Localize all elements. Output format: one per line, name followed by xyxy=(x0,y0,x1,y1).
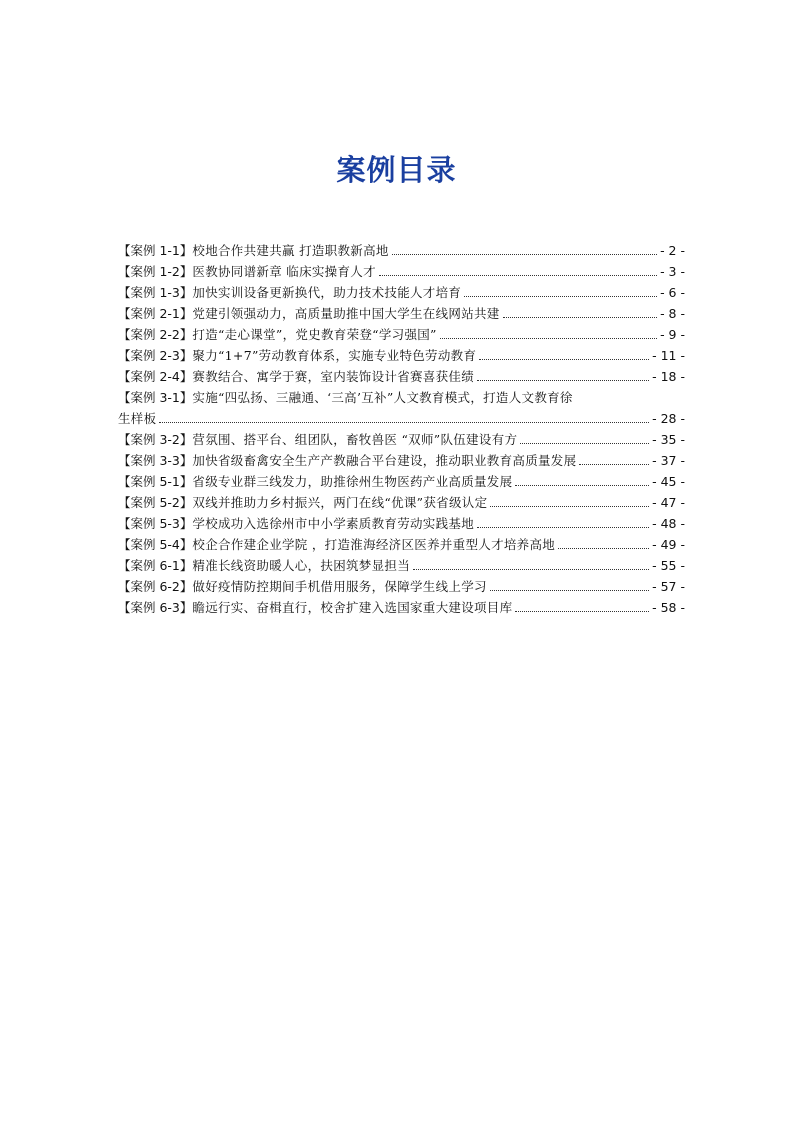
entry-title: 学校成功入选徐州市中小学素质教育劳动实践基地 xyxy=(192,516,474,531)
table-of-contents xyxy=(118,240,685,618)
entry-label: 【案例 2-2】 xyxy=(118,327,193,342)
dot-leader xyxy=(503,317,657,318)
toc-entry-5-3[interactable] xyxy=(118,513,685,534)
dot-leader xyxy=(477,527,649,528)
page-number: - 3 - xyxy=(660,264,685,279)
entry-label: 【案例 6-2】 xyxy=(118,579,193,594)
entry-title: 校地合作共建共赢 打造职教新高地 xyxy=(192,243,389,258)
toc-entry-3-2[interactable] xyxy=(118,429,685,450)
entry-title: 医教协同谱新章 临床实操育人才 xyxy=(192,264,376,279)
toc-entry-2-4[interactable] xyxy=(118,366,685,387)
dot-leader xyxy=(520,443,649,444)
entry-title: 加快实训设备更新换代，助力技术技能人才培育 xyxy=(192,285,462,300)
dot-leader xyxy=(379,275,657,276)
dot-leader xyxy=(558,548,649,549)
page-title: 案例目录 xyxy=(336,153,457,187)
entry-label: 【案例 3-2】 xyxy=(118,432,193,447)
entry-title: 营氛围、搭平台、组团队，畜牧兽医 “双师”队伍建设有方 xyxy=(192,432,518,447)
entry-label: 【案例 5-4】 xyxy=(118,537,193,552)
dot-leader xyxy=(479,359,649,360)
entry-label: 【案例 1-3】 xyxy=(118,285,193,300)
toc-entry-5-1[interactable] xyxy=(118,471,685,492)
dot-leader xyxy=(490,506,649,507)
entry-label: 【案例 2-1】 xyxy=(118,306,193,321)
entry-label: 【案例 1-2】 xyxy=(118,264,193,279)
entry-title-continued: 生样板 xyxy=(118,411,157,426)
page-number: - 55 - xyxy=(652,558,685,573)
page-number: - 8 - xyxy=(660,306,685,321)
toc-entry-1-2[interactable] xyxy=(118,261,685,282)
entry-label: 【案例 3-1】 xyxy=(118,390,193,405)
toc-entry-3-1[interactable] xyxy=(118,387,685,429)
dot-leader xyxy=(579,464,649,465)
entry-title: 做好疫情防控期间手机借用服务，保障学生线上学习 xyxy=(192,579,487,594)
toc-entry-6-1[interactable] xyxy=(118,555,685,576)
entry-title: 聚力“1+7”劳动教育体系，实施专业特色劳动教育 xyxy=(192,348,477,363)
page-number: - 45 - xyxy=(652,474,685,489)
page-number: - 9 - xyxy=(660,327,685,342)
dot-leader xyxy=(477,380,649,381)
page-number: - 58 - xyxy=(652,600,685,615)
toc-entry-3-3[interactable] xyxy=(118,450,685,471)
toc-entry-2-2[interactable] xyxy=(118,324,685,345)
entry-title: 校企合作建企业学院 ，打造淮海经济区医养并重型人才培养高地 xyxy=(192,537,556,552)
dot-leader xyxy=(490,590,649,591)
page-number: - 48 - xyxy=(652,516,685,531)
entry-label: 【案例 5-2】 xyxy=(118,495,193,510)
page-number: - 6 - xyxy=(660,285,685,300)
toc-entry-5-2[interactable] xyxy=(118,492,685,513)
page-number: - 28 - xyxy=(652,411,685,426)
entry-title: 瞻远行实、奋楫直行，校舍扩建入选国家重大建设项目库 xyxy=(192,600,513,615)
dot-leader xyxy=(392,254,657,255)
entry-label: 【案例 6-1】 xyxy=(118,558,193,573)
page-number: - 18 - xyxy=(652,369,685,384)
toc-entry-2-3[interactable] xyxy=(118,345,685,366)
entry-title: 党建引领强动力，高质量助推中国大学生在线网站共建 xyxy=(192,306,500,321)
dot-leader xyxy=(515,611,649,612)
dot-leader xyxy=(515,485,649,486)
dot-leader xyxy=(440,338,657,339)
entry-label: 【案例 3-3】 xyxy=(118,453,193,468)
entry-title: 加快省级畜禽安全生产产教融合平台建设，推动职业教育高质量发展 xyxy=(192,453,577,468)
toc-entry-6-2[interactable] xyxy=(118,576,685,597)
toc-entry-1-3[interactable] xyxy=(118,282,685,303)
page-number: - 11 - xyxy=(652,348,685,363)
entry-label: 【案例 1-1】 xyxy=(118,243,193,258)
page-number: - 47 - xyxy=(652,495,685,510)
toc-entry-1-1[interactable] xyxy=(118,240,685,261)
page-number: - 2 - xyxy=(660,243,685,258)
entry-title: 实施“四弘扬、三融通、‘三高’互补”人文教育模式，打造人文教育徐 xyxy=(192,390,573,405)
entry-title: 双线并推助力乡村振兴，两门在线“优课”获省级认定 xyxy=(192,495,488,510)
toc-entry-5-4[interactable] xyxy=(118,534,685,555)
dot-leader xyxy=(413,569,649,570)
toc-entry-6-3[interactable] xyxy=(118,597,685,618)
toc-entry-2-1[interactable] xyxy=(118,303,685,324)
page-number: - 49 - xyxy=(652,537,685,552)
dot-leader xyxy=(464,296,657,297)
entry-label: 【案例 6-3】 xyxy=(118,600,193,615)
entry-title: 精准长线资助暖人心，扶困筑梦显担当 xyxy=(192,558,410,573)
entry-title: 打造“走心课堂”，党史教育荣登“学习强国” xyxy=(192,327,437,342)
page-number: - 57 - xyxy=(652,579,685,594)
entry-label: 【案例 2-3】 xyxy=(118,348,193,363)
entry-title: 省级专业群三线发力，助推徐州生物医药产业高质量发展 xyxy=(192,474,513,489)
dot-leader xyxy=(159,422,649,423)
page-number: - 37 - xyxy=(652,453,685,468)
entry-label: 【案例 5-3】 xyxy=(118,516,193,531)
entry-label: 【案例 2-4】 xyxy=(118,369,193,384)
entry-title: 赛教结合、寓学于赛，室内装饰设计省赛喜获佳绩 xyxy=(192,369,474,384)
entry-label: 【案例 5-1】 xyxy=(118,474,193,489)
page-number: - 35 - xyxy=(652,432,685,447)
